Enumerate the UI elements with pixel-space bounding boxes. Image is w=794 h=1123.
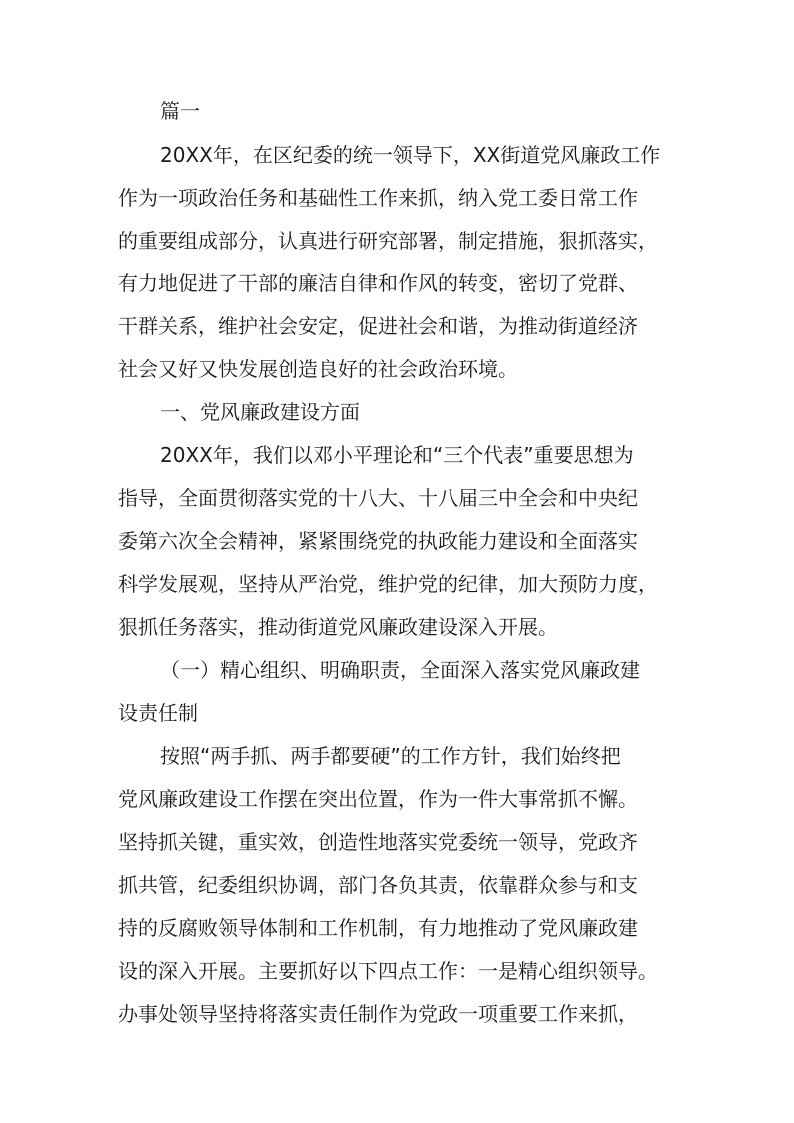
document-heading: 篇一 [160,99,200,123]
paragraph-line: 委第六次全会精神，紧紧围绕党的执政能力建设和全面落实 [118,529,638,553]
paragraph-line: 干群关系，维护社会安定，促进社会和谐，为推动街道经济 [118,314,638,338]
paragraph-line: 20XX年，在区纪委的统一领导下，XX街道党风廉政工作 [160,143,661,167]
paragraph-line: 作为一项政治任务和基础性工作来抓，纳入党工委日常工作 [118,186,638,210]
paragraph-line: 科学发展观，坚持从严治党，维护党的纪律，加大预防力度， [118,572,658,596]
section-heading: 一、党风廉政建设方面 [160,400,360,424]
paragraph-line: 设的深入开展。主要抓好以下四点工作：一是精心组织领导。 [118,959,658,983]
paragraph-line: 社会又好又快发展创造良好的社会政治环境。 [118,357,518,381]
subsection-heading-line: 设责任制 [118,701,198,725]
paragraph-line: 坚持抓关键，重实效，创造性地落实党委统一领导，党政齐 [118,830,638,854]
paragraph-line: 狠抓任务落实，推动街道党风廉政建设深入开展。 [118,615,558,639]
paragraph-line: 办事处领导坚持将落实责任制作为党政一项重要工作来抓， [118,1002,638,1026]
subsection-heading-line: （一）精心组织、明确职责，全面深入落实党风廉政建 [160,658,640,682]
paragraph-line: 的重要组成部分，认真进行研究部署，制定措施，狠抓落实， [118,229,658,253]
paragraph-line: 抓共管，纪委组织协调，部门各负其责，依靠群众参与和支 [118,873,638,897]
paragraph-line: 有力地促进了干部的廉洁自律和作风的转变，密切了党群、 [118,271,638,295]
paragraph-line: 20XX年，我们以邓小平理论和“三个代表”重要思想为 [160,443,634,467]
paragraph-line: 按照“两手抓、两手都要硬”的工作方针，我们始终把 [160,744,621,768]
paragraph-line: 持的反腐败领导体制和工作机制，有力地推动了党风廉政建 [118,916,638,940]
paragraph-line: 党风廉政建设工作摆在突出位置，作为一件大事常抓不懈。 [118,787,638,811]
paragraph-line: 指导，全面贯彻落实党的十八大、十八届三中全会和中央纪 [118,486,638,510]
